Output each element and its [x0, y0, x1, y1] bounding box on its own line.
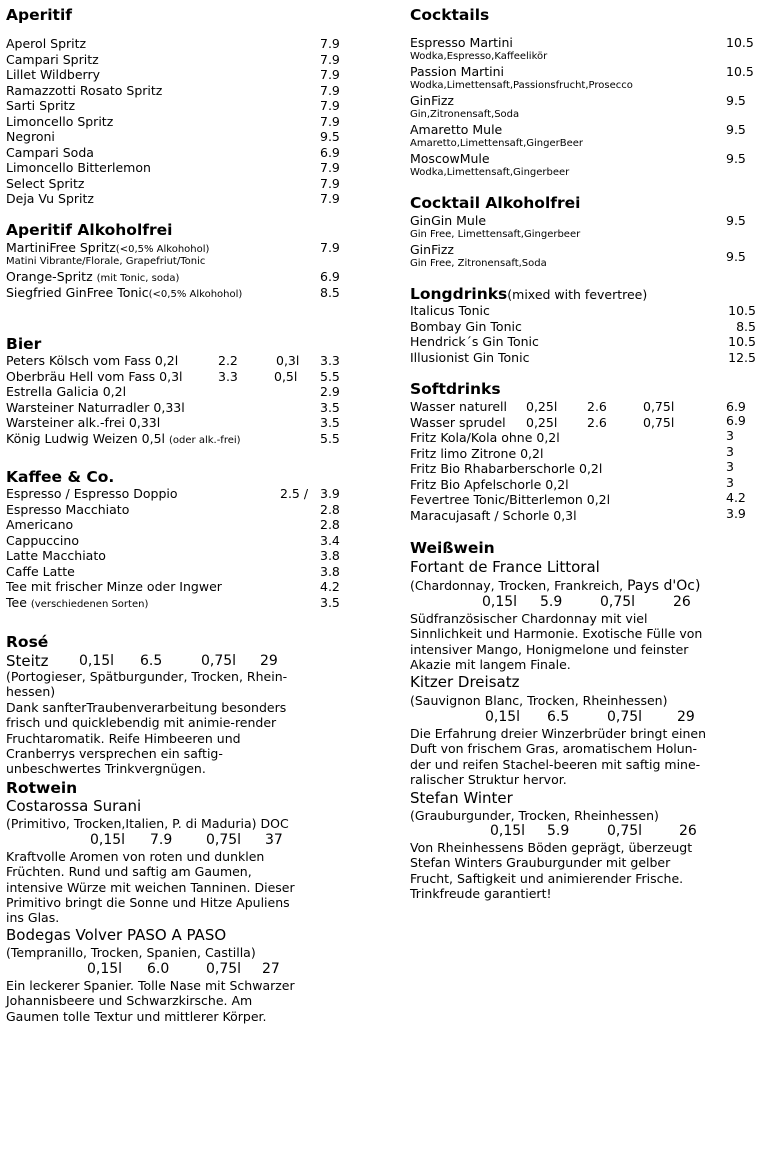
list-item: Caffe Latte 3.8 [6, 563, 340, 579]
list-item: Latte Macchiato 3.8 [6, 548, 340, 563]
list-item: Espresso / Espresso Doppio 2.5 / 3.9 [6, 486, 340, 501]
wine-grapes: (Portogieser, Spätburgunder, Trocken, Rhein- hessen) [6, 669, 288, 700]
section-title: Aperitif [6, 6, 73, 24]
list-item: König Ludwig Weizen 0,5l (oder alk.-frei) 5.5 [6, 430, 340, 446]
wine-grapes: (Sauvignon Blanc, Trocken, Rheinhessen) [410, 693, 668, 708]
wine-description: Südfranzösischer Chardonnay mit viel Sinnlichkeit und Harmonie. Exotische Fülle von intensiver Mango, Honigmelone und feinster Akazie mit langem Finale. [410, 611, 703, 672]
item-subtitle: Gin,Zitronensaft,Soda [410, 109, 520, 120]
list-item: Fevertree Tonic/Bitterlemon 0,2l 4.2 [410, 490, 746, 507]
section-title: Weißwein [410, 539, 495, 557]
item-subtitle: Wodka,Limettensaft,Gingerbeer [410, 167, 570, 178]
item-subtitle: Wodka,Limettensaft,Passionsfrucht,Prosecco [410, 80, 633, 91]
list-item: GinFizz 9.5 [410, 93, 746, 108]
section-title: Rosé [6, 633, 49, 651]
wine-description: Dank sanfterTraubenverarbeitung besonders frisch und quicklebendig mit animie-render Fruchtaromatik. Reife Himbeeren und Cranberrys versprechen ein saftig- unbeschwertes Trinkvergnügen. [6, 700, 287, 777]
wine-name: Bodegas Volver PASO A PASO [6, 926, 227, 944]
list-item: Sarti Spritz 7.9 [6, 98, 340, 113]
item-subtitle: Wodka,Espresso,Kaffeelikör [410, 51, 548, 62]
section-title: Aperitif Alkoholfrei [6, 221, 173, 239]
section-title: Cocktail Alkoholfrei [410, 194, 581, 212]
wine-name: Costarossa Surani [6, 797, 142, 815]
list-item: Tee (verschiedenen Sorten) 3.5 [6, 594, 340, 610]
wine-description: Ein leckerer Spanier. Tolle Nase mit Schwarzer Johannisbeere und Schwarzkirsche. Am Gaumen tolle Textur und mittlerer Körper. [6, 978, 295, 1024]
wine-name: Fortant de France Littoral [410, 558, 600, 576]
item-subtitle: Gin Free, Limettensaft,Gingerbeer [410, 229, 581, 240]
list-item: Hendrick´s Gin Tonic 10.5 [410, 334, 756, 349]
item-subtitle: Gin Free, Zitronensaft,Soda [410, 258, 547, 269]
wine-grapes: (Tempranillo, Trocken, Spanien, Castilla) [6, 945, 256, 960]
item-subtitle: Matini Vibrante/Florale, Grapefriut/Tonic [6, 256, 206, 267]
list-item: GinGin Mule 9.5 [410, 213, 746, 228]
list-item: MoscowMule 9.5 [410, 151, 746, 166]
wine-description: Die Erfahrung dreier Winzerbrüder bringt einen Duft von frischem Gras, aromatischem Holun- der und reifen Stachel-beeren mit saftig mine- ralischer Struktur hervor. [410, 726, 707, 787]
section-title: Cocktails [410, 6, 490, 24]
list-item: Fritz Bio Apfelschorle 0,2l 3 [410, 474, 734, 492]
list-item: Italicus Tonic 10.5 [410, 303, 756, 318]
list-item: Ramazzotti Rosato Spritz 7.9 [6, 82, 340, 98]
list-item: Campari Soda 6.9 [6, 144, 340, 160]
list-item: Deja Vu Spritz 7.9 [6, 191, 340, 206]
list-item: Estrella Galicia 0,2l 2.9 [6, 384, 340, 399]
wine-description: Von Rheinhessens Böden geprägt, überzeugt Stefan Winters Grauburgunder mit gelber Frucht, Saftigkeit und animierender Frische. Trinkfreude garantiert! [410, 840, 693, 901]
list-item: Negroni 9.5 [6, 129, 340, 144]
list-item: Peters Kölsch vom Fass 0,2l 2.2 0,3l 3.3 [6, 353, 340, 368]
list-item: Espresso Macchiato 2.8 [6, 501, 340, 517]
wine-name: Steitz [6, 652, 49, 670]
list-item: Bombay Gin Tonic 8.5 [410, 318, 756, 334]
list-item: Espresso Martini 10.5 [410, 35, 754, 50]
list-item: Fritz Bio Rhabarberschorle 0,2l 3 [410, 459, 734, 476]
list-item: GinFizz 9.5 [410, 242, 746, 264]
list-item: Lillet Wildberry 7.9 [6, 67, 340, 82]
wine-grapes: (Chardonnay, Trocken, Frankreich, Pays d'Oc) [410, 578, 701, 594]
list-item: Amaretto Mule 9.5 [410, 122, 746, 137]
list-item: Aperol Spritz 7.9 [6, 36, 340, 51]
list-item: Campari Spritz 7.9 [6, 51, 340, 67]
item-subtitle: Amaretto,Limettensaft,GingerBeer [410, 138, 584, 149]
wine-name: Stefan Winter [410, 789, 513, 807]
section-title: Softdrinks [410, 380, 501, 398]
list-item: Cappuccino 3.4 [6, 532, 340, 548]
wine-grapes: (Grauburgunder, Trocken, Rheinhessen) [410, 808, 659, 823]
wine-grapes: (Primitivo, Trocken,Italien, P. di Maduria) DOC [6, 816, 289, 831]
section-title: Longdrinks(mixed with fevertree) [410, 285, 648, 303]
list-item: Select Spritz 7.9 [6, 175, 340, 191]
wine-name: Kitzer Dreisatz [410, 673, 520, 691]
list-item: Tee mit frischer Minze oder Ingwer 4.2 [6, 579, 340, 594]
list-item: Maracujasaft / Schorle 0,3l 3.9 [410, 505, 746, 523]
list-item: Passion Martini 10.5 [410, 64, 754, 79]
list-item: Oberbräu Hell vom Fass 0,3l 3.3 0,5l 5.5 [6, 369, 340, 384]
section-title: Kaffee & Co. [6, 468, 115, 486]
list-item: Warsteiner Naturradler 0,33l 3.5 [6, 399, 340, 415]
list-item: Fritz Kola/Kola ohne 0,2l 3 [410, 428, 734, 445]
list-item: Wasser sprudel 0,25l 2.6 0,75l 6.9 [410, 412, 746, 430]
list-item: Illusionist Gin Tonic 12.5 [410, 349, 756, 365]
list-item: Americano 2.8 [6, 517, 340, 532]
list-item: MartiniFree Spritz(<0,5% Alkohohol) 7.9 [6, 240, 340, 255]
list-item: Warsteiner alk.-frei 0,33l 3.5 [6, 415, 340, 430]
list-item: Wasser naturell 0,25l 2.6 0,75l 6.9 [410, 399, 746, 414]
list-item: Limoncello Spritz 7.9 [6, 113, 340, 129]
list-item: Siegfried GinFree Tonic(<0,5% Alkohohol) 8.5 [6, 285, 340, 300]
list-item: Limoncello Bitterlemon 7.9 [6, 160, 340, 175]
section-title: Bier [6, 335, 42, 353]
list-item: Orange-Spritz (mit Tonic, soda) 6.9 [6, 269, 340, 284]
section-title: Rotwein [6, 779, 78, 797]
list-item: Fritz limo Zitrone 0,2l 3 [410, 443, 734, 461]
wine-description: Kraftvolle Aromen von roten und dunklen Früchten. Rund und saftig am Gaumen, intensive Würze mit weichen Tanninen. Dieser Primitivo bringt die Sonne und Hitze Apuliens ins Glas. [6, 849, 295, 926]
